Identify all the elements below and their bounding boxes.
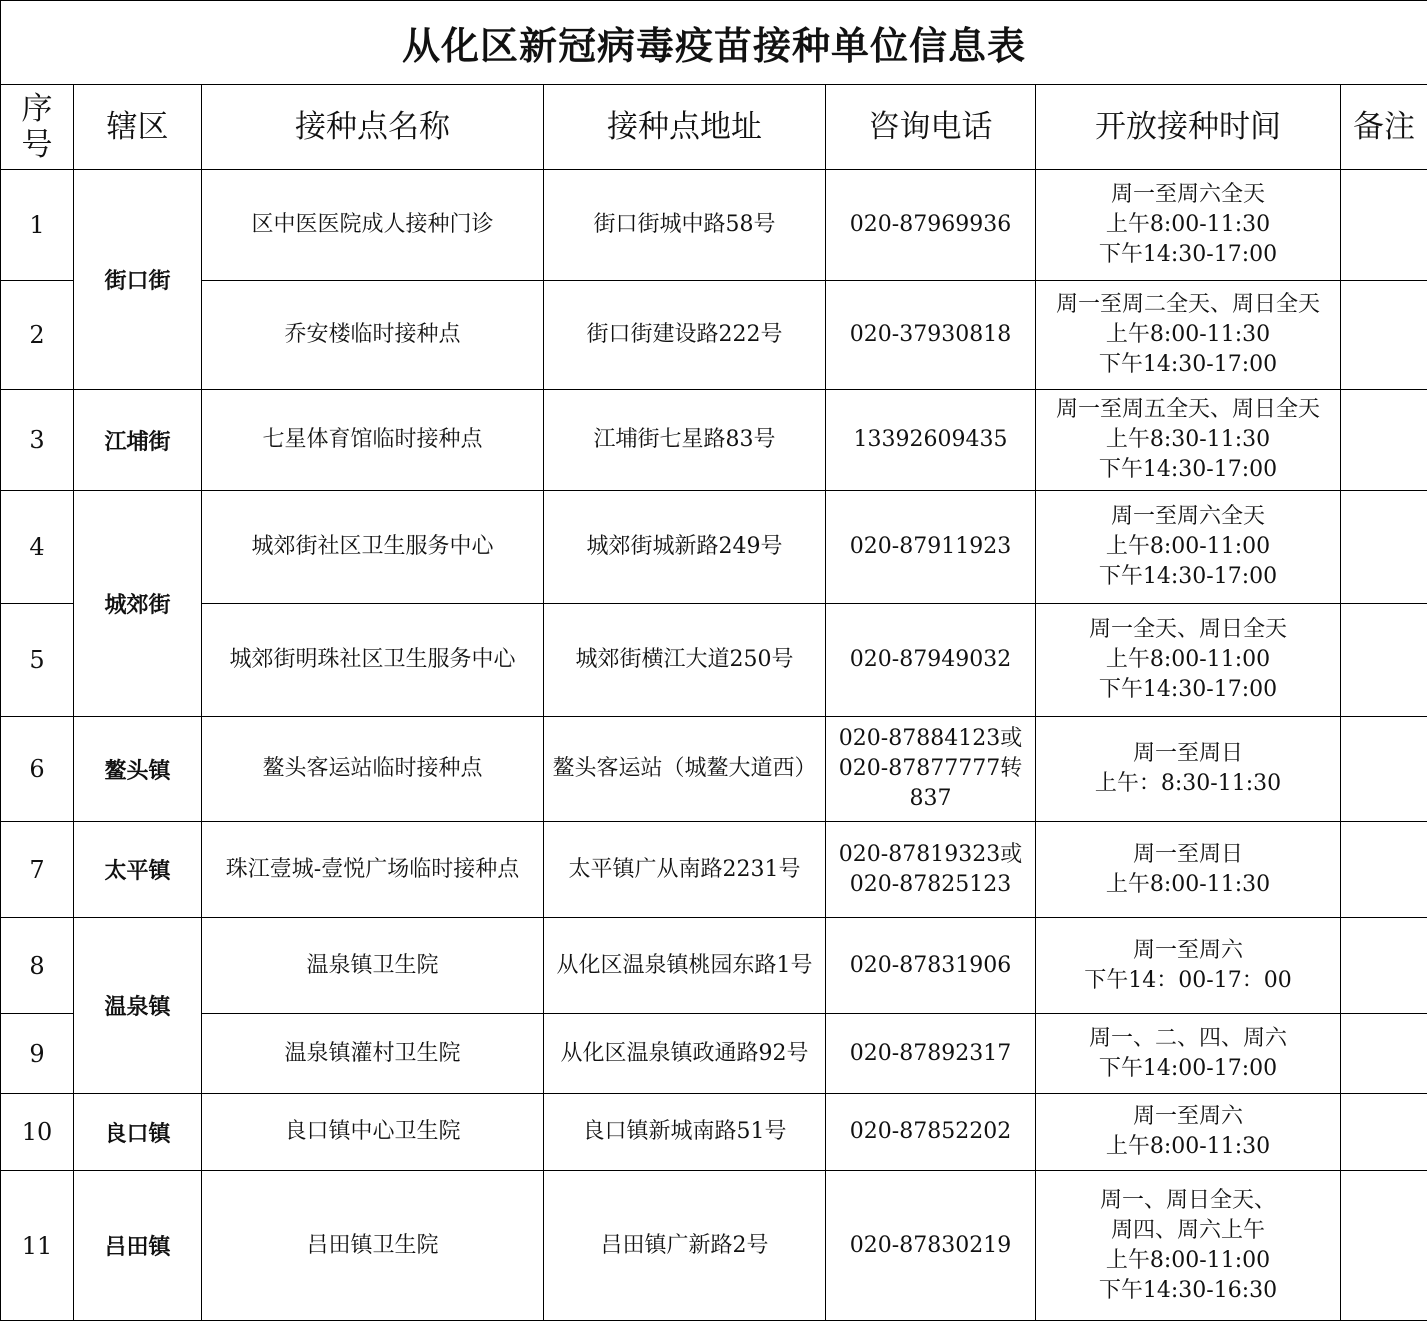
hours-line: 下午14:30-17:00	[1098, 677, 1278, 702]
site-remark	[1341, 281, 1427, 390]
phone-line: 020-87969936	[849, 212, 1012, 237]
site-phone	[826, 918, 1036, 1014]
hours-line: 周一至周六	[1132, 1104, 1243, 1129]
hours-line: 周一至周六	[1132, 937, 1243, 963]
header-row	[1, 85, 1427, 170]
table-row	[1, 491, 1427, 604]
row-seq: 1	[1, 170, 74, 281]
site-name: 温泉镇灌村卫生院	[202, 1014, 544, 1094]
hours-line: 下午14：00-17：00	[1084, 967, 1292, 993]
site-remark	[1341, 170, 1427, 281]
phone-line: 020-87884123或	[838, 726, 1023, 751]
phone-line: 13392609435	[853, 427, 1008, 452]
hours-line: 下午14:30-17:00	[1098, 242, 1278, 267]
site-phone	[826, 390, 1036, 491]
site-remark	[1341, 491, 1427, 604]
row-seq: 6	[1, 717, 74, 822]
site-remark	[1341, 604, 1427, 717]
site-remark	[1341, 390, 1427, 491]
site-address: 街口街建设路222号	[544, 281, 826, 390]
site-hours	[1036, 1094, 1341, 1171]
row-seq: 3	[1, 390, 74, 491]
site-hours	[1036, 918, 1341, 1014]
hours-line: 上午8:00-11:00	[1105, 1247, 1271, 1273]
row-seq: 5	[1, 604, 74, 717]
site-phone	[826, 1094, 1036, 1171]
site-phone	[826, 717, 1036, 822]
hours-line: 上午8:00-11:30	[1105, 871, 1271, 897]
hours-line: 周一至周五全天、周日全天	[1055, 397, 1320, 422]
phone-line: 020-87877777转	[838, 756, 1023, 781]
site-address: 城郊街城新路249号	[544, 491, 826, 604]
site-phone	[826, 1171, 1036, 1321]
site-hours	[1036, 491, 1341, 604]
site-name: 良口镇中心卫生院	[202, 1094, 544, 1171]
row-seq: 4	[1, 491, 74, 604]
site-phone	[826, 822, 1036, 918]
hours-line: 下午14:30-17:00	[1098, 457, 1278, 482]
row-seq: 11	[1, 1171, 74, 1321]
site-hours	[1036, 390, 1341, 491]
hours-line: 周一至周日	[1132, 841, 1243, 867]
header-site-name: 接种点名称	[202, 85, 544, 170]
site-remark	[1341, 822, 1427, 918]
site-address: 从化区温泉镇政通路92号	[544, 1014, 826, 1094]
site-remark	[1341, 1094, 1427, 1171]
site-phone	[826, 281, 1036, 390]
site-address: 江埔街七星路83号	[544, 390, 826, 491]
header-district: 辖区	[74, 85, 202, 170]
phone-line: 020-37930818	[849, 322, 1012, 347]
site-hours	[1036, 170, 1341, 281]
header-remarks: 备注	[1341, 85, 1427, 170]
hours-line: 周一至周六全天	[1110, 182, 1265, 207]
hours-line: 周四、周六上午	[1110, 1217, 1265, 1243]
hours-line: 上午：8:30-11:30	[1094, 771, 1282, 796]
site-name: 鳌头客运站临时接种点	[202, 717, 544, 822]
row-seq: 9	[1, 1014, 74, 1094]
phone-line: 020-87825123	[849, 871, 1012, 897]
phone-line: 020-87852202	[849, 1119, 1012, 1144]
hours-line: 上午8:00-11:30	[1105, 322, 1271, 347]
phone-line: 837	[909, 786, 952, 811]
site-remark	[1341, 1014, 1427, 1094]
header-seq	[1, 85, 74, 170]
site-name: 城郊街明珠社区卫生服务中心	[202, 604, 544, 717]
phone-line: 020-87831906	[849, 952, 1012, 978]
district-cell: 太平镇	[74, 822, 202, 918]
hours-line: 上午8:30-11:30	[1105, 427, 1271, 452]
hours-line: 上午8:00-11:00	[1105, 534, 1271, 559]
site-hours	[1036, 717, 1341, 822]
hours-line: 周一至周日	[1132, 741, 1243, 766]
site-remark	[1341, 717, 1427, 822]
table-row	[1, 717, 1427, 822]
district-cell: 城郊街	[74, 491, 202, 717]
phone-line: 020-87819323或	[838, 841, 1023, 867]
table-row	[1, 1014, 1427, 1094]
site-address: 鳌头客运站（城鳌大道西）	[544, 717, 826, 822]
site-phone	[826, 170, 1036, 281]
table-row	[1, 170, 1427, 281]
table-row	[1, 281, 1427, 390]
district-cell: 温泉镇	[74, 918, 202, 1094]
site-hours	[1036, 1014, 1341, 1094]
header-seq-line1: 序	[21, 91, 53, 127]
site-address: 街口街城中路58号	[544, 170, 826, 281]
hours-line: 上午8:00-11:00	[1105, 647, 1271, 672]
header-phone: 咨询电话	[826, 85, 1036, 170]
header-address: 接种点地址	[544, 85, 826, 170]
hours-line: 周一至周六全天	[1110, 504, 1265, 529]
site-address: 吕田镇广新路2号	[544, 1171, 826, 1321]
site-name: 区中医医院成人接种门诊	[202, 170, 544, 281]
site-name: 温泉镇卫生院	[202, 918, 544, 1014]
site-hours	[1036, 281, 1341, 390]
district-cell: 江埔街	[74, 390, 202, 491]
table-row	[1, 1094, 1427, 1171]
hours-line: 上午8:00-11:30	[1105, 1134, 1271, 1159]
site-hours	[1036, 1171, 1341, 1321]
phone-line: 020-87830219	[849, 1232, 1012, 1258]
district-cell: 鳌头镇	[74, 717, 202, 822]
table-row	[1, 918, 1427, 1014]
site-address: 太平镇广从南路2231号	[544, 822, 826, 918]
site-name: 七星体育馆临时接种点	[202, 390, 544, 491]
site-address: 从化区温泉镇桃园东路1号	[544, 918, 826, 1014]
hours-line: 下午14:30-17:00	[1098, 352, 1278, 377]
header-seq-line2: 号	[21, 127, 53, 163]
hours-line: 周一至周二全天、周日全天	[1055, 292, 1320, 317]
site-phone	[826, 1014, 1036, 1094]
district-cell: 吕田镇	[74, 1171, 202, 1321]
hours-line: 下午14:00-17:00	[1098, 1055, 1278, 1081]
site-hours	[1036, 822, 1341, 918]
site-name: 城郊街社区卫生服务中心	[202, 491, 544, 604]
site-hours	[1036, 604, 1341, 717]
site-phone	[826, 491, 1036, 604]
district-cell: 街口街	[74, 170, 202, 390]
site-address: 城郊街横江大道250号	[544, 604, 826, 717]
header-hours: 开放接种时间	[1036, 85, 1341, 170]
page-title: 从化区新冠病毒疫苗接种单位信息表	[1, 1, 1427, 85]
site-remark	[1341, 918, 1427, 1014]
hours-line: 周一、周日全天、	[1099, 1187, 1276, 1213]
site-name: 珠江壹城-壹悦广场临时接种点	[202, 822, 544, 918]
hours-line: 下午14:30-16:30	[1098, 1277, 1278, 1303]
row-seq: 8	[1, 918, 74, 1014]
hours-line: 周一、二、四、周六	[1088, 1025, 1287, 1051]
row-seq: 7	[1, 822, 74, 918]
phone-line: 020-87949032	[849, 647, 1012, 672]
table-row	[1, 604, 1427, 717]
phone-line: 020-87892317	[849, 1040, 1012, 1066]
site-address: 良口镇新城南路51号	[544, 1094, 826, 1171]
site-phone	[826, 604, 1036, 717]
site-remark	[1341, 1171, 1427, 1321]
table-row	[1, 390, 1427, 491]
table-row	[1, 1171, 1427, 1321]
site-name: 乔安楼临时接种点	[202, 281, 544, 390]
row-seq: 2	[1, 281, 74, 390]
hours-line: 上午8:00-11:30	[1105, 212, 1271, 237]
table-row	[1, 822, 1427, 918]
hours-line: 下午14:30-17:00	[1098, 564, 1278, 589]
district-cell: 良口镇	[74, 1094, 202, 1171]
title-row	[1, 1, 1427, 85]
phone-line: 020-87911923	[849, 534, 1012, 559]
row-seq: 10	[1, 1094, 74, 1171]
hours-line: 周一全天、周日全天	[1088, 617, 1287, 642]
site-name: 吕田镇卫生院	[202, 1171, 544, 1321]
